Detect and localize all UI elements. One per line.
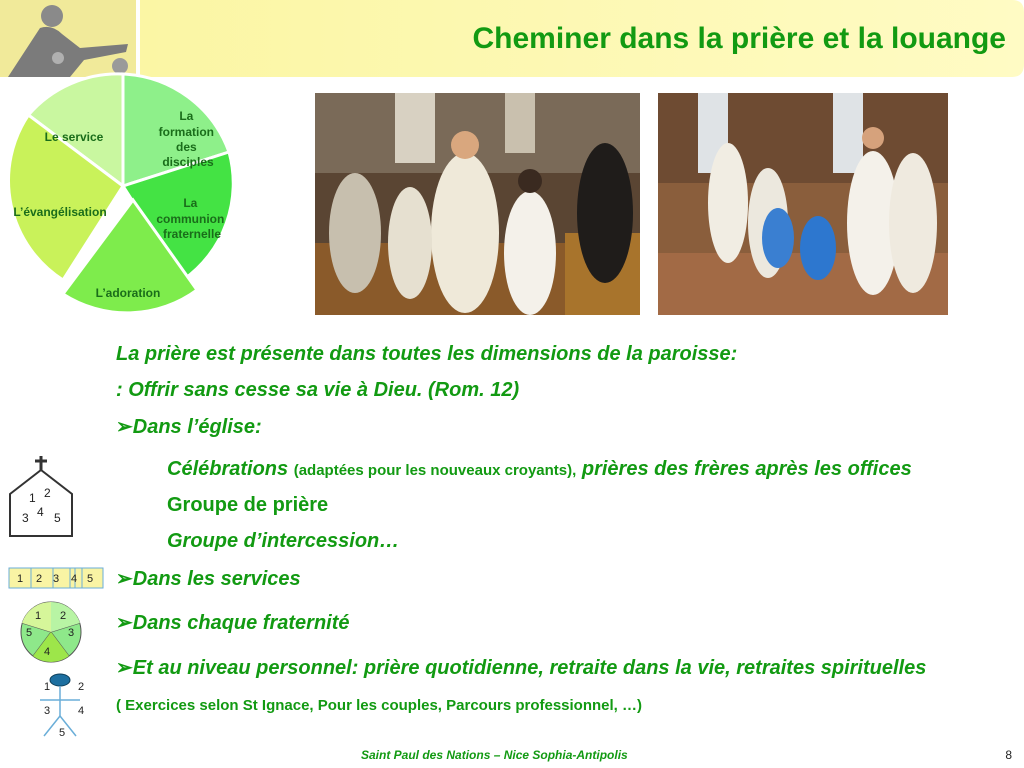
svg-text:4: 4	[78, 705, 85, 717]
svg-text:4: 4	[71, 573, 78, 585]
svg-text:4: 4	[44, 646, 51, 658]
bullet-each-fraternity: ➢Dans chaque fraternité	[116, 612, 350, 634]
bullet-personal-level: ➢Et au niveau personnel: prière quotidienne, retraite dans la vie, retraites spirituelles	[116, 657, 927, 679]
bullet-arrow-icon: ➢	[116, 657, 133, 679]
photo-kneeling-prayer	[658, 93, 948, 315]
svg-text:2: 2	[60, 610, 67, 622]
svg-text:5: 5	[54, 511, 61, 525]
wheel-label-communion-2: communion	[156, 212, 225, 226]
bullet-in-church: ➢Dans l’église:	[116, 416, 262, 438]
svg-text:2: 2	[78, 681, 85, 693]
body-line-offer-life: : Offrir sans cesse sa vie à Dieu. (Rom. 12)	[116, 379, 520, 401]
wheel-label-service: Le service	[44, 130, 104, 144]
body-line-exercises: ( Exercices selon St Ignace, Pour les couples, Parcours professionnel, …)	[116, 697, 643, 714]
wheel-label-formation-2: formation	[158, 125, 214, 139]
wheel-label-formation-1: La	[179, 109, 194, 123]
svg-text:1: 1	[29, 491, 36, 505]
bullet-arrow-icon: ➢	[116, 416, 133, 438]
bullet-arrow-icon: ➢	[116, 612, 133, 634]
svg-text:1: 1	[17, 573, 24, 585]
person-diagram-icon	[36, 672, 92, 740]
wheel-label-formation-4: disciples	[162, 155, 214, 169]
svg-text:5: 5	[59, 727, 66, 739]
wheel-label-communion-3: fraternelle	[162, 227, 222, 241]
svg-text:5: 5	[26, 627, 33, 639]
svg-text:3: 3	[22, 511, 29, 525]
services-row-diagram	[8, 567, 104, 589]
bullet-in-services: ➢Dans les services	[116, 568, 301, 590]
wheel-label-evangelisation: L’évangélisation	[13, 205, 107, 219]
svg-text:2: 2	[36, 573, 43, 585]
svg-text:3: 3	[53, 573, 60, 585]
wheel-label-formation-3: des	[175, 140, 197, 154]
page-title: Cheminer dans la prière et la louange	[472, 22, 1006, 55]
page-number: 8	[1005, 748, 1012, 762]
svg-text:Le service	[45, 130, 104, 144]
parish-dimensions-wheel	[6, 72, 242, 316]
svg-text:3: 3	[44, 705, 51, 717]
svg-text:4: 4	[37, 505, 44, 519]
body-line-celebrations: Célébrations (adaptées pour les nouveaux croyants), prières des frères après les offices	[167, 458, 912, 480]
svg-text:5: 5	[87, 573, 94, 585]
bullet-arrow-icon: ➢	[116, 568, 133, 590]
body-line-intercession-group: Groupe d’intercession…	[167, 530, 400, 552]
footer-parish-name: Saint Paul des Nations – Nice Sophia-Antipolis	[361, 748, 628, 762]
fraternity-circle-diagram	[18, 601, 84, 663]
body-line-prayer-presence: La prière est présente dans toutes les dimensions de la paroisse:	[116, 343, 738, 365]
body-line-prayer-group: Groupe de prière	[167, 494, 329, 516]
svg-text:3: 3	[68, 627, 75, 639]
wheel-label-communion-1: La	[183, 196, 198, 210]
church-diagram-icon	[6, 454, 76, 540]
svg-text:2: 2	[44, 486, 51, 500]
svg-text:1: 1	[35, 610, 42, 622]
photo-procession	[315, 93, 640, 315]
wheel-label-adoration: L’adoration	[95, 286, 161, 300]
svg-text:L’adoration	[96, 286, 161, 300]
svg-text:L’évangélisation	[13, 205, 106, 219]
svg-text:1: 1	[44, 681, 51, 693]
